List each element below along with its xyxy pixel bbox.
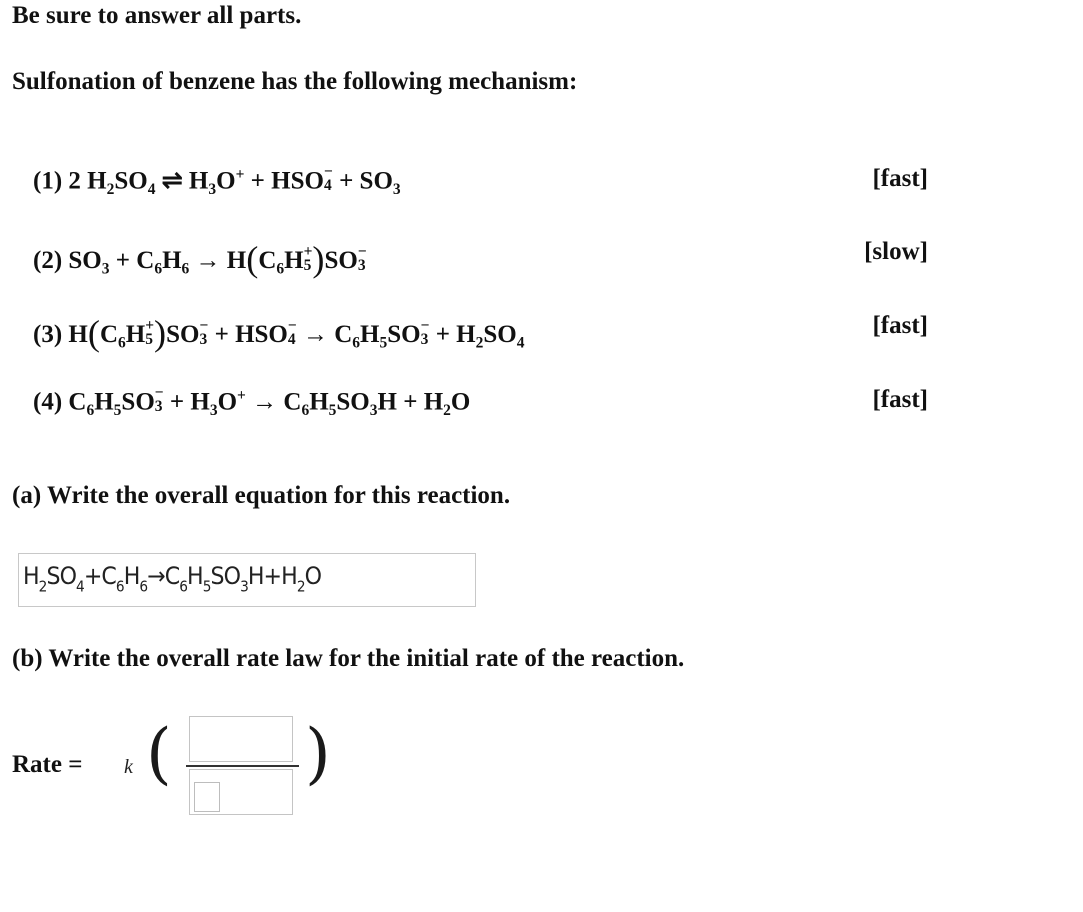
step-number: (3) [33, 321, 63, 349]
part-a-question: (a) Write the overall equation for this reaction. [12, 482, 511, 509]
step-number: (2) [33, 247, 63, 275]
mechanism-step-2: (2) $SO_3 + C_6H_6 \to H(C_6H$ + 5 )SO − 3 [33, 239, 367, 279]
rate-label: Rate = [12, 751, 83, 778]
equilibrium-arrow-icon: ⇌ [161, 167, 183, 195]
exponent-input[interactable] [194, 782, 220, 812]
reaction-arrow-icon: → [302, 321, 328, 349]
overall-equation-input[interactable] [18, 553, 476, 607]
step-speed-2: [slow] [864, 238, 928, 265]
step-number: (4) [33, 388, 63, 416]
mechanism-step-4: (4) $C_6H_5SO$ − 3 + $H_3O^+ \to C_6H_5SO_3H + H_2O$ [33, 384, 471, 419]
instruction-text: Be sure to answer all parts. [12, 2, 302, 29]
fraction-bar [186, 765, 299, 767]
part-b-question: (b) Write the overall rate law for the initial rate of the reaction. [12, 645, 685, 672]
reaction-arrow-icon: → [195, 247, 221, 275]
left-parenthesis: ( [146, 715, 172, 792]
step-speed-1: [fast] [872, 165, 928, 192]
right-parenthesis: ) [305, 715, 331, 792]
denominator-input[interactable] [189, 769, 293, 815]
mechanism-step-3: (3) $H(C_6H$ + 5 )SO − 3 + HSO − 4 → $C_6H_5SO$ − 3 + $H_2SO_4$ [33, 313, 525, 353]
mechanism-step-1: (1) 2 $H_2SO_4$ ⇌ $H_3O^+$ + HSO − 4 + $SO_3$ [33, 163, 401, 198]
numerator-input[interactable] [189, 716, 293, 762]
mechanism-intro: Sulfonation of benzene has the following mechanism: [12, 68, 578, 95]
step-number: (1) [33, 167, 63, 195]
step-speed-4: [fast] [872, 386, 928, 413]
step-speed-3: [fast] [872, 312, 928, 339]
rate-constant: k [124, 756, 133, 778]
overall-equation-answer: $H_2SO_4+C_6H_6\to C_6H_5SO_3H+H_2O$ [23, 562, 322, 596]
reaction-arrow-icon: → [252, 388, 278, 416]
